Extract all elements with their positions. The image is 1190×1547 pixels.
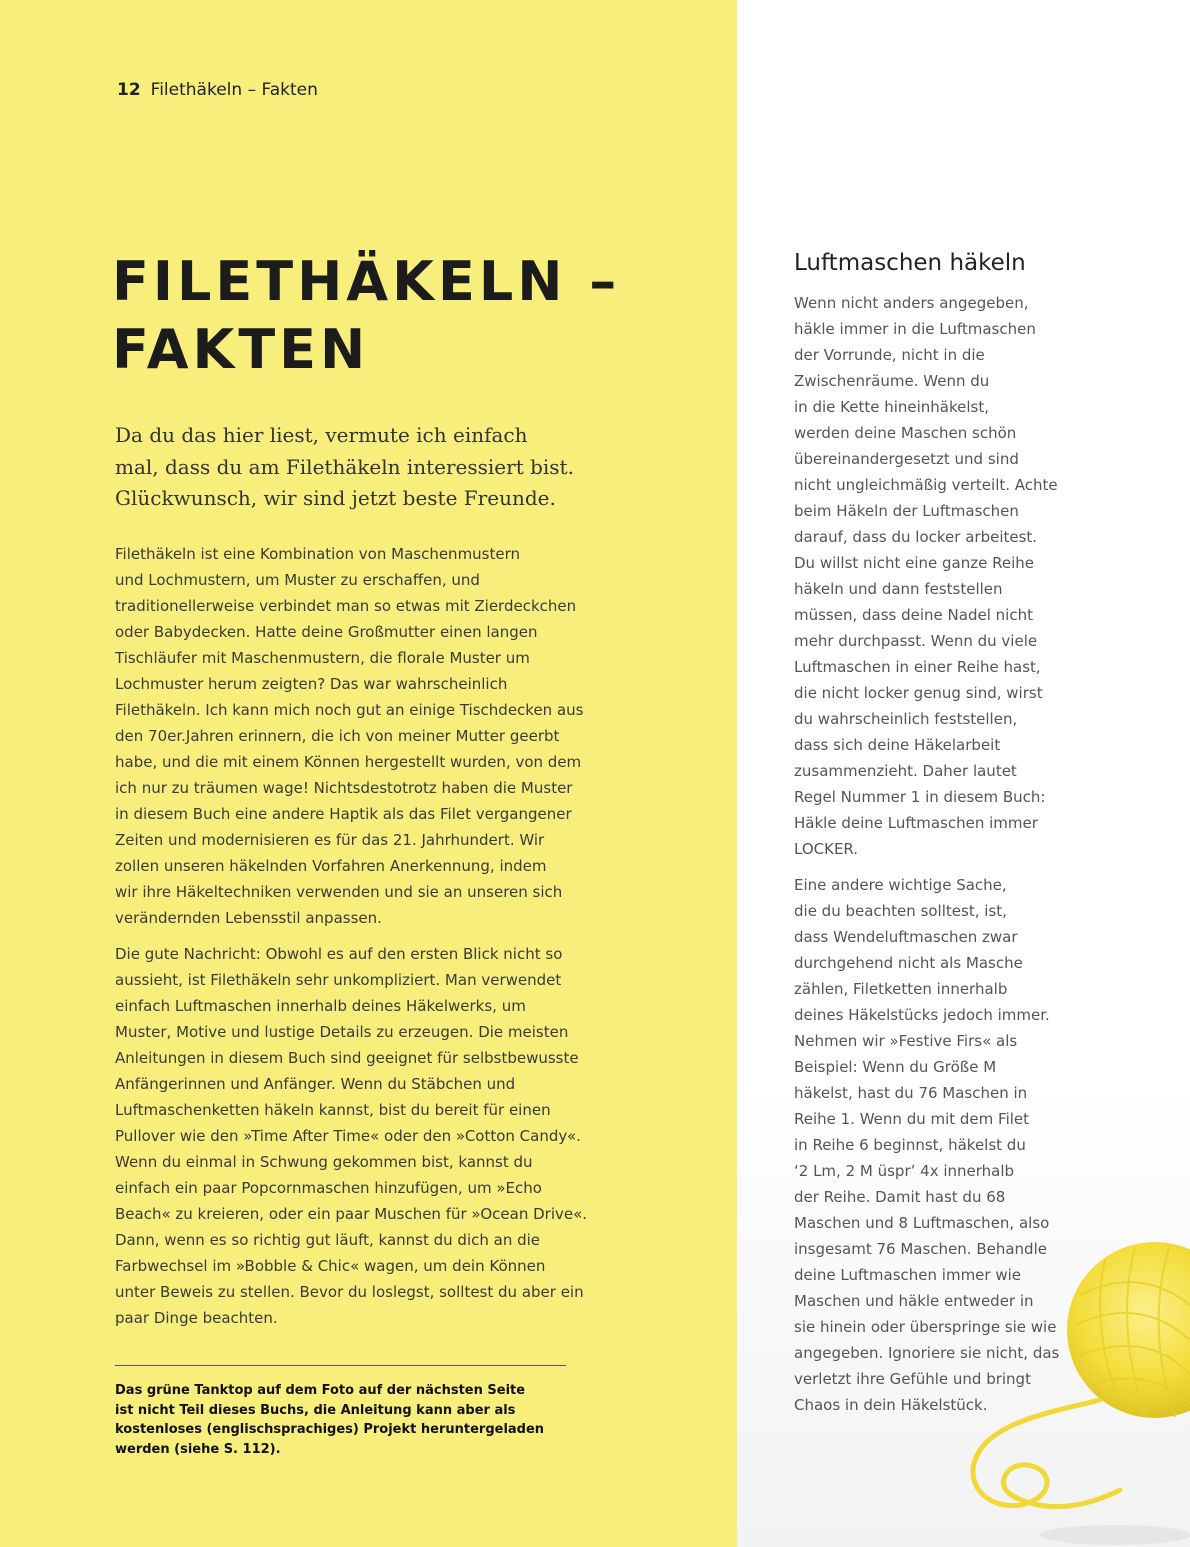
text-line: Lochmuster herum zeigten? Das war wahrscheinlich: [115, 675, 508, 693]
text-line: du wahrscheinlich feststellen,: [794, 710, 1018, 728]
text-line: Reihe 1. Wenn du mit dem Filet: [794, 1110, 1030, 1128]
sidebar-paragraph-1: [794, 290, 1114, 862]
text-line: Maschen und häkle entweder in: [794, 1292, 1034, 1310]
text-line: insgesamt 76 Maschen. Behandle: [794, 1240, 1047, 1258]
footnote-line: kostenloses (englischsprachiges) Projekt heruntergeladen: [115, 1422, 545, 1437]
text-line: einfach ein paar Popcornmaschen hinzufügen, um »Echo: [115, 1179, 542, 1197]
text-line: Beispiel: Wenn du Größe M: [794, 1058, 997, 1076]
text-line: nicht ungleichmäßig verteilt. Achte: [794, 476, 1058, 494]
text-line: Farbwechsel im »Bobble & Chic« wagen, um dein Können: [115, 1257, 546, 1275]
text-line: Pullover wie den »Time After Time« oder den »Cotton Candy«.: [115, 1127, 581, 1145]
text-line: müssen, dass deine Nadel nicht: [794, 606, 1033, 624]
text-line: zusammenzieht. Daher lautet: [794, 762, 1017, 780]
text-line: wir ihre Häkeltechniken verwenden und sie an unseren sich: [115, 883, 563, 901]
text-line: oder Babydecken. Hatte deine Großmutter einen langen: [115, 623, 538, 641]
text-line: angegeben. Ignoriere sie nicht, das: [794, 1344, 1060, 1362]
text-line: Maschen und 8 Luftmaschen, also: [794, 1214, 1050, 1232]
lead-line: Da du das hier liest, vermute ich einfach: [115, 423, 528, 447]
sidebar-heading: Luftmaschen häkeln: [794, 250, 1026, 276]
text-line: zählen, Filetketten innerhalb: [794, 980, 1008, 998]
lead-line: Glückwunsch, wir sind jetzt beste Freunde.: [115, 486, 556, 510]
text-line: Chaos in dein Häkelstück.: [794, 1396, 988, 1414]
text-line: die du beachten solltest, ist,: [794, 902, 1007, 920]
text-line: deines Häkelstücks jedoch immer.: [794, 1006, 1050, 1024]
page-title: [112, 248, 712, 384]
title-line: FAKTEN: [112, 318, 370, 381]
text-line: Wenn nicht anders angegeben,: [794, 294, 1029, 312]
text-line: in Reihe 6 beginnst, häkelst du: [794, 1136, 1026, 1154]
text-line: der Reihe. Damit hast du 68: [794, 1188, 1006, 1206]
text-line: Anleitungen in diesem Buch sind geeignet für selbstbewusste: [115, 1049, 579, 1067]
footnote: [115, 1381, 575, 1459]
footnote-divider: [115, 1365, 566, 1366]
text-line: und Lochmustern, um Muster zu erschaffen, und: [115, 571, 480, 589]
text-line: häkelst, hast du 76 Maschen in: [794, 1084, 1028, 1102]
body-paragraph-1: [115, 541, 635, 931]
title-line: FILETHÄKELN –: [112, 250, 621, 313]
text-line: Zeiten und modernisieren es für das 21. Jahrhundert. Wir: [115, 831, 545, 849]
text-line: Häkle deine Luftmaschen immer: [794, 814, 1038, 832]
text-line: Zwischenräume. Wenn du: [794, 372, 990, 390]
text-line: Filethäkeln. Ich kann mich noch gut an einige Tischdecken aus: [115, 701, 584, 719]
text-line: Luftmaschen in einer Reihe hast,: [794, 658, 1041, 676]
text-line: den 70er.Jahren erinnern, die ich von meiner Mutter geerbt: [115, 727, 560, 745]
footnote-line: Das grüne Tanktop auf dem Foto auf der nächsten Seite: [115, 1383, 526, 1398]
text-line: sie hinein oder überspringe sie wie: [794, 1318, 1057, 1336]
text-line: Muster, Motive und lustige Details zu erzeugen. Die meisten: [115, 1023, 569, 1041]
text-line: verletzt ihre Gefühle und bringt: [794, 1370, 1031, 1388]
text-line: verändernden Lebensstil anpassen.: [115, 909, 382, 927]
text-line: Regel Nummer 1 in diesem Buch:: [794, 788, 1046, 806]
text-line: durchgehend nicht als Masche: [794, 954, 1023, 972]
text-line: deine Luftmaschen immer wie: [794, 1266, 1022, 1284]
page-number: 12: [117, 80, 141, 100]
yarn-thread: [973, 1400, 1120, 1507]
text-line: die nicht locker genug sind, wirst: [794, 684, 1043, 702]
text-line: Nehmen wir »Festive Firs« als: [794, 1032, 1018, 1050]
yarn-shadow: [1040, 1525, 1190, 1545]
text-line: unter Beweis zu stellen. Bevor du loslegst, solltest du aber ein: [115, 1283, 584, 1301]
text-line: Dann, wenn es so richtig gut läuft, kannst du dich an die: [115, 1231, 541, 1249]
text-line: darauf, dass du locker arbeitest.: [794, 528, 1038, 546]
text-line: häkeln und dann feststellen: [794, 580, 1003, 598]
text-line: Wenn du einmal in Schwung gekommen bist, kannst du: [115, 1153, 533, 1171]
text-line: zollen unseren häkelnden Vorfahren Anerkennung, indem: [115, 857, 547, 875]
text-line: Du willst nicht eine ganze Reihe: [794, 554, 1035, 572]
text-line: Filethäkeln ist eine Kombination von Maschenmustern: [115, 545, 521, 563]
text-line: habe, und die mit einem Können hergestellt wurden, von dem: [115, 753, 582, 771]
text-line: Luftmaschenketten häkeln kannst, bist du bereit für einen: [115, 1101, 551, 1119]
section-title: Filethäkeln – Fakten: [150, 80, 318, 100]
text-line: in die Kette hineinhäkelst,: [794, 398, 989, 416]
text-line: einfach Luftmaschen innerhalb deines Häkelwerks, um: [115, 997, 526, 1015]
text-line: aussieht, ist Filethäkeln sehr unkompliziert. Man verwendet: [115, 971, 562, 989]
text-line: Tischläufer mit Maschenmustern, die florale Muster um: [115, 649, 530, 667]
text-line: dass sich deine Häkelarbeit: [794, 736, 1001, 754]
text-line: Beach« zu kreieren, oder ein paar Muschen für »Ocean Drive«.: [115, 1205, 588, 1223]
text-line: LOCKER.: [794, 840, 859, 858]
text-line: der Vorrunde, nicht in die: [794, 346, 985, 364]
text-line: ich nur zu träumen wage! Nichtsdestotrotz haben die Muster: [115, 779, 573, 797]
text-line: übereinandergesetzt und sind: [794, 450, 1019, 468]
text-line: mehr durchpasst. Wenn du viele: [794, 632, 1038, 650]
footnote-line: ist nicht Teil dieses Buchs, die Anleitung kann aber als: [115, 1402, 516, 1418]
yarn-ball-illustration: [940, 1235, 1190, 1547]
text-line: häkle immer in die Luftmaschen: [794, 320, 1036, 338]
text-line: traditionellerweise verbindet man so etwas mit Zierdeckchen: [115, 597, 577, 615]
text-line: Anfängerinnen und Anfänger. Wenn du Stäbchen und: [115, 1075, 516, 1093]
running-header: [117, 80, 318, 100]
lead-paragraph: [115, 420, 615, 515]
footnote-line: werden (siehe S. 112).: [115, 1441, 281, 1457]
text-line: dass Wendeluftmaschen zwar: [794, 928, 1018, 946]
text-line: Eine andere wichtige Sache,: [794, 876, 1007, 894]
text-line: ‘2 Lm, 2 M üspr’ 4x innerhalb: [794, 1162, 1015, 1180]
lead-line: mal, dass du am Filethäkeln interessiert bist.: [115, 454, 574, 479]
text-line: beim Häkeln der Luftmaschen: [794, 502, 1019, 520]
text-line: Die gute Nachricht: Obwohl es auf den ersten Blick nicht so: [115, 945, 563, 963]
text-line: paar Dinge beachten.: [115, 1309, 278, 1327]
text-line: werden deine Maschen schön: [794, 424, 1017, 442]
main-body-text: [115, 541, 635, 1341]
text-line: in diesem Buch eine andere Haptik als das Filet vergangener: [115, 805, 572, 823]
body-paragraph-2: [115, 941, 635, 1331]
